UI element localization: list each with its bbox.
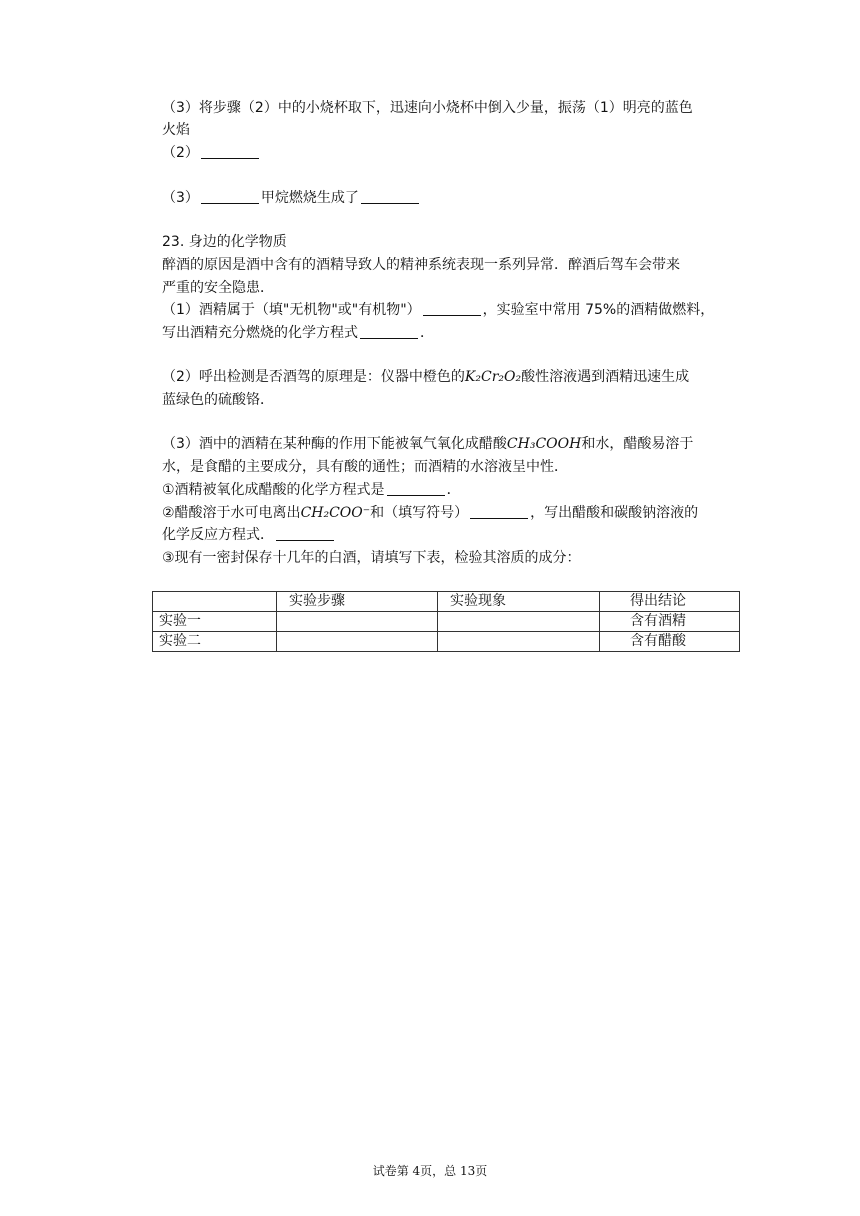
q23-sub3: ③现有一密封保存十几年的白酒，请填写下表，检验其溶质的成分： — [162, 550, 581, 566]
table-cell-input[interactable] — [438, 632, 600, 652]
table-cell: 含有酒精 — [600, 612, 740, 632]
table-header-cell: 实验步骤 — [277, 592, 438, 612]
q23-title: 23. 身边的化学物质 — [162, 234, 287, 250]
page-footer: 试卷第 4页，总 13页 — [372, 1164, 488, 1178]
q23-part1-line1: （1）酒精属于（填"无机物"或"有机物"） ，实验室中常用 75%的酒精做燃料， — [162, 302, 715, 318]
table-row — [153, 632, 740, 652]
q22-step3-line1: （3）将步骤（2）中的小烧杯取下，迅速向小烧杯中倒入少量，振荡（1）明亮的蓝色 — [162, 100, 693, 116]
table-cell-input[interactable] — [277, 612, 438, 632]
answer-blank[interactable] — [201, 144, 259, 159]
q23-intro-line1: 醉酒的原因是酒中含有的酒精导致人的精神系统表现一系列异常．醉酒后驾车会带来 — [162, 257, 680, 273]
q22-answer2: （2） — [162, 143, 261, 163]
q23-intro-line2: 严重的安全隐患． — [162, 280, 274, 296]
answer-blank[interactable] — [276, 526, 334, 541]
answer-blank[interactable] — [361, 189, 419, 204]
q23-part3-line1: （3）酒中的酒精在某种酶的作用下能被氧气氧化成醋酸CH₃COOH和水，醋酸易溶于 — [162, 436, 694, 452]
experiment-table — [152, 591, 740, 652]
formula-ch2coo: CH₂COO⁻ — [300, 505, 371, 521]
q23-sub2-line2: 化学反应方程式． — [162, 525, 336, 545]
table-cell: 实验一 — [153, 612, 277, 632]
q22-answer3: （3） 甲烷燃烧生成了 — [162, 188, 421, 208]
q23-sub2-line1: ②醋酸溶于水可电离出CH₂COO⁻和（填写符号） ，写出醋酸和碳酸钠溶液的 — [162, 505, 699, 521]
q23-sub1: ①酒精被氧化成醋酸的化学方程式是 ． — [162, 482, 461, 498]
table-cell-input[interactable] — [438, 612, 600, 632]
table-row — [153, 612, 740, 632]
q23-part1-line2: 写出酒精充分燃烧的化学方程式 ． — [162, 325, 434, 341]
q23-part2-line2: 蓝绿色的硫酸铬． — [162, 392, 274, 408]
table-cell: 实验二 — [153, 632, 277, 652]
table-header-cell: 得出结论 — [600, 592, 740, 612]
q23-part2-line1: （2）呼出检测是否酒驾的原理是：仪器中橙色的K₂Cr₂O₂酸性溶液遇到酒精迅速生成 — [162, 369, 690, 385]
table-header-cell — [153, 592, 277, 612]
table-header-row — [153, 592, 740, 612]
formula-k2cr2o2: K₂Cr₂O₂ — [464, 369, 522, 385]
answer-blank[interactable] — [387, 481, 445, 496]
table-cell: 含有醋酸 — [600, 632, 740, 652]
answer-blank[interactable] — [360, 324, 418, 339]
answer-blank[interactable] — [423, 301, 481, 316]
answer-blank[interactable] — [201, 189, 259, 204]
table-cell-input[interactable] — [277, 632, 438, 652]
q23-part3-line2: 水，是食醋的主要成分，具有酸的通性；而酒精的水溶液呈中性． — [162, 459, 568, 475]
table-header-cell: 实验现象 — [438, 592, 600, 612]
answer-blank[interactable] — [470, 504, 528, 519]
q22-step3-line2: 火焰 — [162, 122, 190, 138]
formula-ch3cooh: CH₃COOH — [506, 436, 582, 452]
